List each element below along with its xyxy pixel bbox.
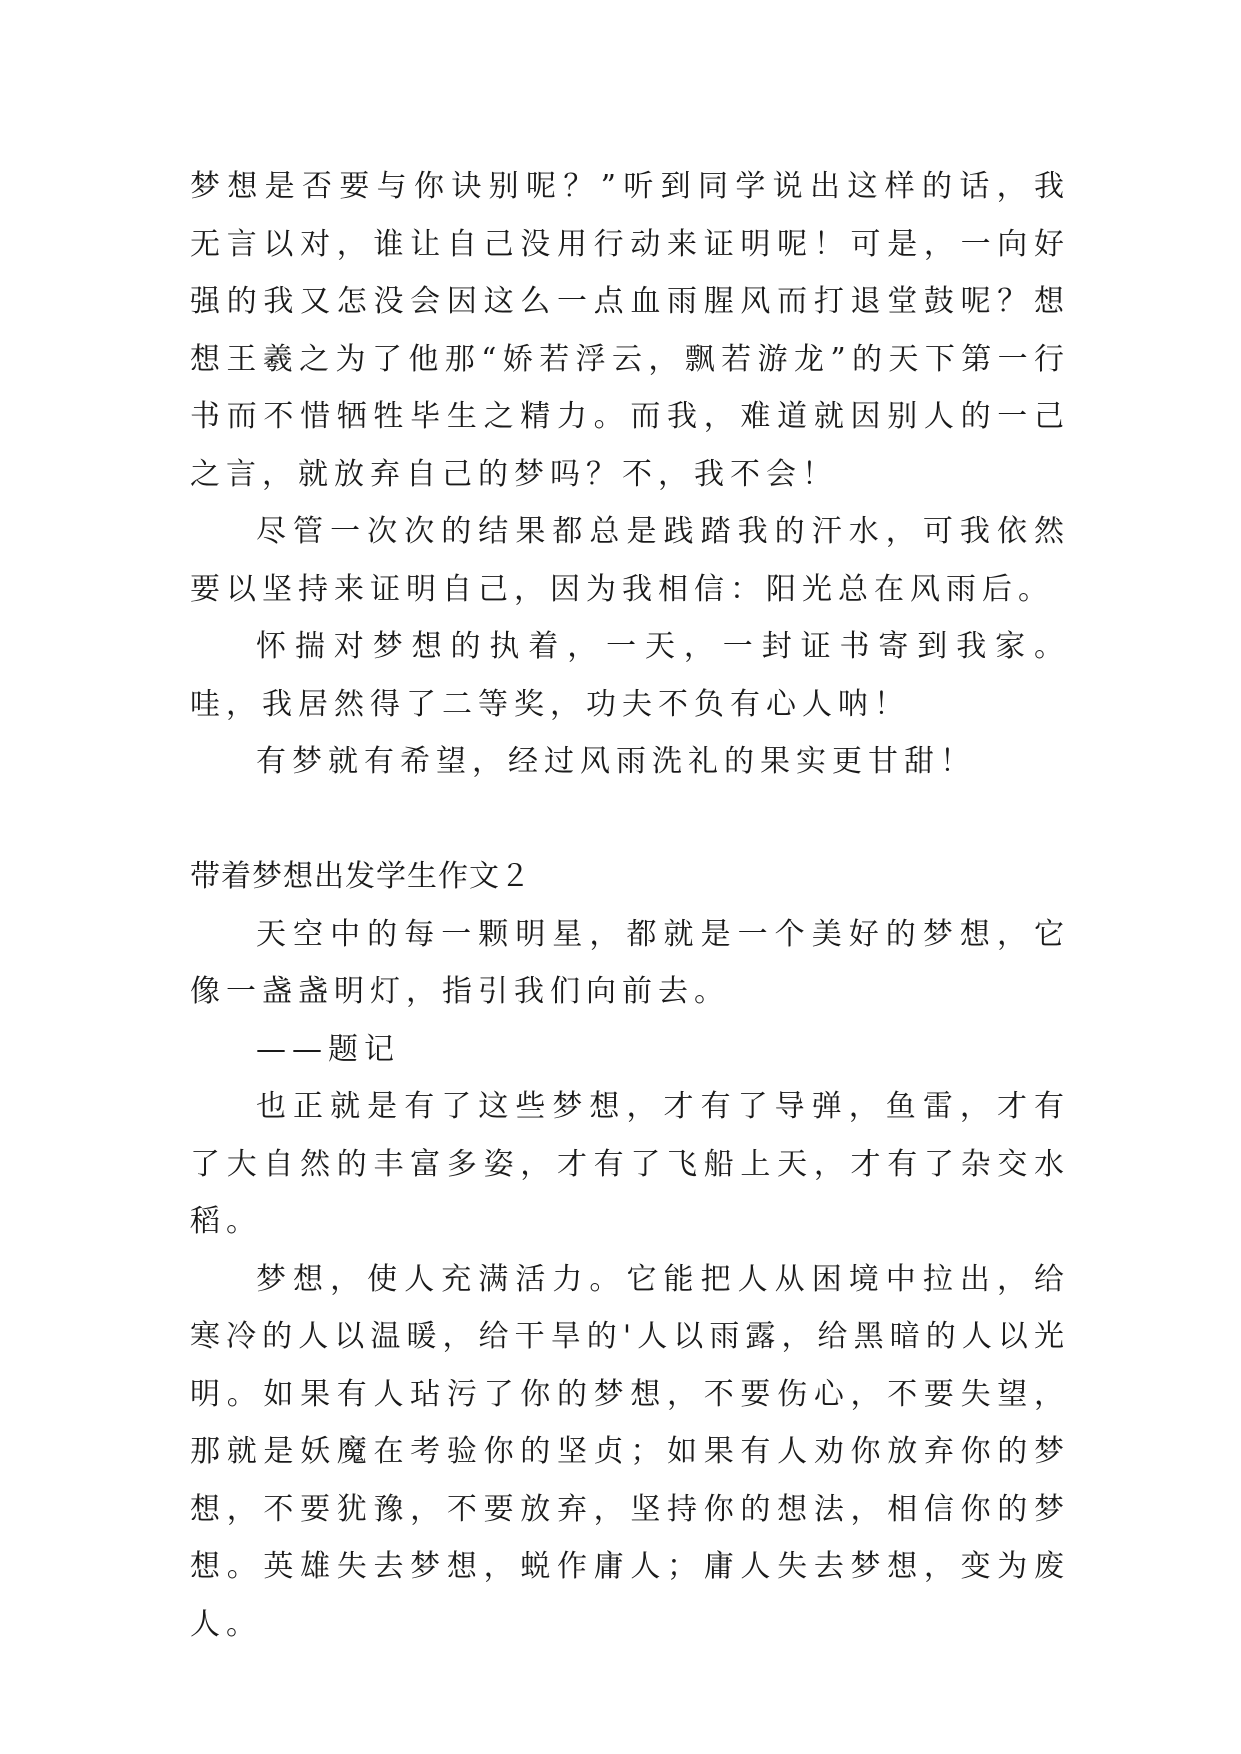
paragraph: 也正就是有了这些梦想，才有了导弹，鱼雷，才有了大自然的丰富多姿，才有了飞船上天，才有了杂交水稻。 xyxy=(190,1089,1070,1239)
section-heading: 带着梦想出发学生作文２ xyxy=(190,859,531,894)
epigraph-attribution: ——题记 xyxy=(256,1031,400,1067)
paragraph-continuation: 梦想是否要与你诀别呢？”听到同学说出这样的话，我无言以对，谁让自己没用行动来证明呢！可是，一向好强的我又怎没会因这么一点血雨腥风而打退堂鼓呢？想想王羲之为了他那“娇若浮云，飘若游龙”的天下第一行书而不惜牺牲毕生之精力。而我，难道就因别人的一己之言，就放弃自己的梦吗？不，我不会！ xyxy=(190,169,1070,492)
paragraph: 天空中的每一颗明星，都就是一个美好的梦想，它像一盏盏明灯，指引我们向前去。 xyxy=(190,916,1070,1009)
paragraph: 怀揣对梦想的执着，一天，一封证书寄到我家。哇，我居然得了二等奖，功夫不负有心人呐！ xyxy=(190,629,1070,722)
section-spacer xyxy=(190,791,1070,849)
document-body xyxy=(190,158,1070,1653)
paragraph: 梦想，使人充满活力。它能把人从困境中拉出，给寒冷的人以温暖，给干旱的'人以雨露，给黑暗的人以光明。如果有人玷污了你的梦想，不要伤心，不要失望，那就是妖魔在考验你的坚贞；如果有人劝你放弃你的梦想，不要犹豫，不要放弃，坚持你的想法，相信你的梦想。英雄失去梦想，蜕作庸人；庸人失去梦想，变为废人。 xyxy=(190,1261,1070,1642)
paragraph: 尽管一次次的结果都总是践踏我的汗水，可我依然要以坚持来证明自己，因为我相信：阳光总在风雨后。 xyxy=(190,514,1070,607)
paragraph: 有梦就有希望，经过风雨洗礼的果实更甘甜！ xyxy=(256,744,976,779)
